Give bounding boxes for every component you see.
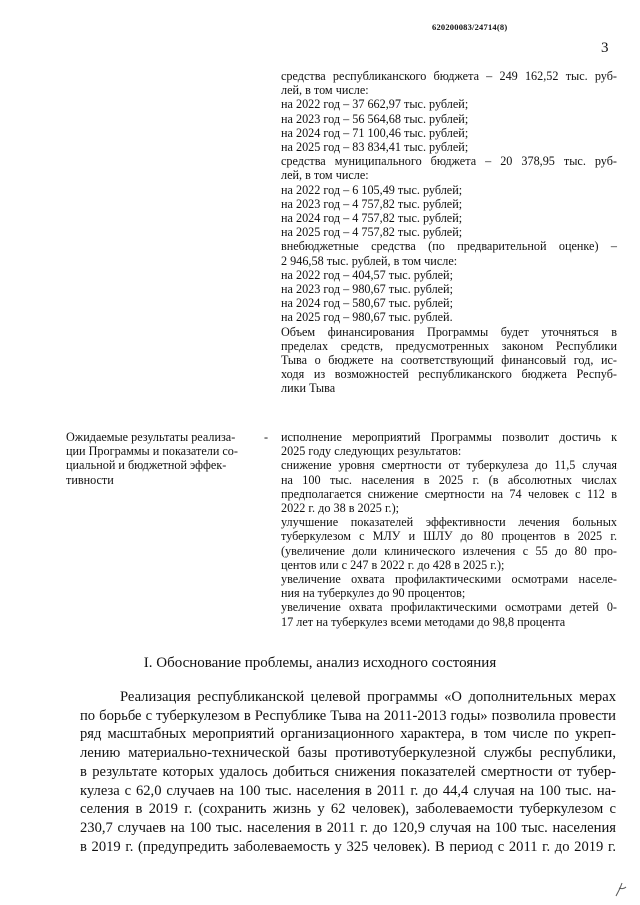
funding-line: на 2024 год – 580,67 тыс. рублей; xyxy=(281,296,453,311)
body-line: лению материально-технической базы противотуберкулезной службы республики, xyxy=(80,745,616,762)
funding-line: на 2022 год – 37 662,97 тыс. рублей; xyxy=(281,97,469,112)
result-line: улучшение показателей эффективности лечения больных xyxy=(281,515,617,530)
funding-line: ходя из возможностей республиканского бюджета Респуб- xyxy=(281,367,617,382)
funding-line: Объем финансирования Программы будет уточняться в xyxy=(281,324,617,339)
label-line: тивности xyxy=(66,472,114,487)
expected-results-block xyxy=(281,430,617,629)
funding-line: лей, в том числе: xyxy=(281,83,369,98)
result-line: 2022 г. до 38 в 2025 г.); xyxy=(281,501,400,516)
funding-line: на 2025 год – 980,67 тыс. рублей. xyxy=(281,310,453,325)
body-line: Реализация республиканской целевой программы «О дополнительных мерах xyxy=(120,689,616,705)
result-line: 2025 году следующих результатов: xyxy=(281,444,462,459)
result-line: предполагается снижение смертности на 74 человек с 112 в xyxy=(281,486,617,501)
funding-line: на 2025 год – 4 757,82 тыс. рублей; xyxy=(281,225,463,240)
funding-line: средства республиканского бюджета – 249 162,52 тыс. руб- xyxy=(281,69,617,83)
body-line: селения в 2019 г. (сохранить жизнь у 62 человек), заболеваемости туберкулезом с xyxy=(80,801,616,818)
funding-line: внебюджетные средства (по предварительной оценке) – xyxy=(281,239,617,254)
label-line: ции Программы и показатели со- xyxy=(66,444,238,459)
result-line: исполнение мероприятий Программы позволит достичь к xyxy=(281,430,617,444)
expected-results-label xyxy=(66,430,252,487)
funding-line: на 2024 год – 4 757,82 тыс. рублей; xyxy=(281,211,463,226)
result-line: туберкулезом с МЛУ и ШЛУ до 80 процентов в 2025 г. xyxy=(281,529,617,544)
result-line: на 100 тыс. населения в 2025 г. (в абсолютных числах xyxy=(281,472,617,487)
body-line: в результате которых удалось добиться снижения показателей смертности от тубер- xyxy=(80,763,616,780)
result-line: 17 лет на туберкулез всеми методами до 98,8 процента xyxy=(281,614,566,629)
result-line: снижение уровня смертности от туберкулеза до 11,5 случая xyxy=(281,458,617,473)
body-line: 230,7 случаев на 100 тыс. населения в 2011 г. до 120,9 случая на 100 тыс. населения xyxy=(80,819,616,836)
row-dash: - xyxy=(264,430,269,444)
body-line: кулеза с 62,0 случаев на 100 тыс. населения в 2011 г. до 44,4 случая на 100 тыс. на- xyxy=(80,782,616,799)
funding-line: средства муниципального бюджета – 20 378,95 тыс. руб- xyxy=(281,154,617,169)
funding-line: на 2022 год – 6 105,49 тыс. рублей; xyxy=(281,182,463,197)
funding-line: на 2025 год – 83 834,41 тыс. рублей; xyxy=(281,140,469,155)
funding-line: Тыва о бюджете на соответствующий финансовый год, ис- xyxy=(281,353,617,368)
result-line: (увеличение доли клинического излечения с 55 до 80 про- xyxy=(281,543,617,558)
funding-line: на 2022 год – 404,57 тыс. рублей; xyxy=(281,267,453,282)
label-line: Ожидаемые результаты реализа- xyxy=(66,430,236,444)
body-line: в 2019 г. (предупредить заболеваемость у 325 человек). В период с 2011 г. до 2019 г. xyxy=(80,838,616,855)
result-line: центов или с 247 в 2022 г. до 428 в 2025 г.); xyxy=(281,557,505,572)
label-line: циальной и бюджетной эффек- xyxy=(66,458,227,473)
page-number: 3 xyxy=(601,40,609,56)
funding-sources-block xyxy=(281,69,617,396)
result-line: увеличение охвата профилактическими осмотрами населе- xyxy=(281,572,617,587)
body-line: по борьбе с туберкулезом в Республике Тыва на 2011-2013 годы» позволила провести xyxy=(80,707,616,724)
funding-line: на 2023 год – 56 564,68 тыс. рублей; xyxy=(281,111,469,126)
result-line: ния на туберкулез до 90 процентов; xyxy=(281,586,466,601)
funding-line: на 2023 год – 4 757,82 тыс. рублей; xyxy=(281,196,463,211)
section-heading: I. Обоснование проблемы, анализ исходного состояния xyxy=(143,655,497,671)
body-paragraph xyxy=(80,688,616,856)
funding-line: на 2024 год – 71 100,46 тыс. рублей; xyxy=(281,125,469,140)
body-line: ряд масштабных мероприятий организационного характера, в том числе по укреп- xyxy=(80,726,616,743)
handwritten-mark xyxy=(613,880,629,898)
result-line: увеличение охвата профилактическими осмотрами детей 0- xyxy=(281,600,617,615)
funding-line: пределах средств, предусмотренных законом Республики xyxy=(281,338,617,353)
document-number: 620200083/24714(8) xyxy=(432,22,508,32)
funding-line: лики Тыва xyxy=(281,381,336,396)
funding-line: 2 946,58 тыс. рублей, в том числе: xyxy=(281,253,458,268)
funding-line: на 2023 год – 980,67 тыс. рублей; xyxy=(281,282,453,297)
funding-line: лей, в том числе: xyxy=(281,168,369,183)
